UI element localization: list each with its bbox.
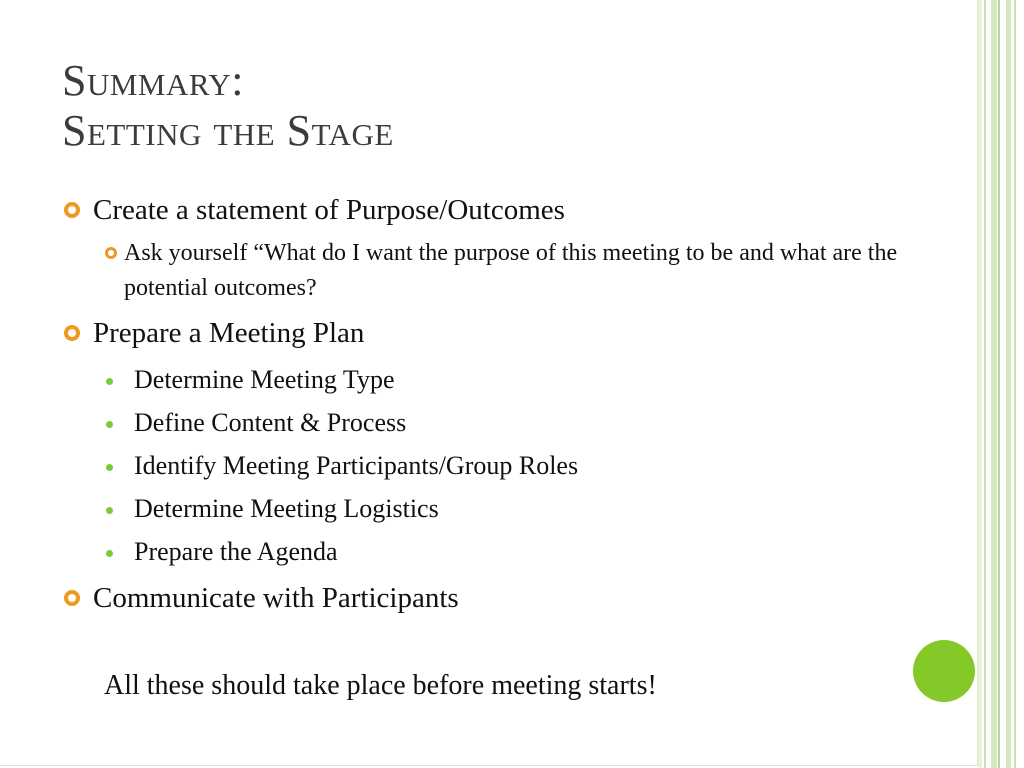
stripe <box>998 0 1000 768</box>
bullet-text: Prepare a Meeting Plan <box>93 317 365 349</box>
sub-bullet-text: Define Content & Process <box>134 408 407 437</box>
circle-bullet-icon <box>64 325 80 341</box>
stripe <box>984 0 986 768</box>
stripe <box>1006 0 1011 768</box>
dot-bullet-icon <box>106 550 113 557</box>
decorative-circle <box>913 640 975 702</box>
closing-note: All these should take place before meeting starts! <box>104 670 657 701</box>
circle-bullet-icon <box>64 590 80 606</box>
title-line-2: Setting the Stage <box>62 106 394 155</box>
bullet-text: Create a statement of Purpose/Outcomes <box>93 194 565 226</box>
decorative-stripes <box>978 0 1024 768</box>
slide-title <box>62 56 394 156</box>
sub-bullet-text: Determine Meeting Logistics <box>134 494 439 523</box>
sub-bullet-text: Ask yourself “What do I want the purpose of this meeting to be and what are the potential outcomes? <box>124 240 898 301</box>
stripe <box>978 0 982 768</box>
sub-bullet-text: Prepare the Agenda <box>134 537 338 566</box>
dot-bullet-icon <box>106 421 113 428</box>
sub-bullet-text: Identify Meeting Participants/Group Roles <box>134 451 579 480</box>
circle-bullet-icon <box>105 247 117 259</box>
bullet-text: Communicate with Participants <box>93 582 459 614</box>
dot-bullet-icon <box>106 507 113 514</box>
stripe <box>1014 0 1016 768</box>
dot-bullet-icon <box>106 464 113 471</box>
stripe <box>991 0 997 768</box>
dot-bullet-icon <box>106 378 113 385</box>
title-line-1: Summary: <box>62 56 244 105</box>
sub-bullet-text: Determine Meeting Type <box>134 365 395 394</box>
circle-bullet-icon <box>64 202 80 218</box>
